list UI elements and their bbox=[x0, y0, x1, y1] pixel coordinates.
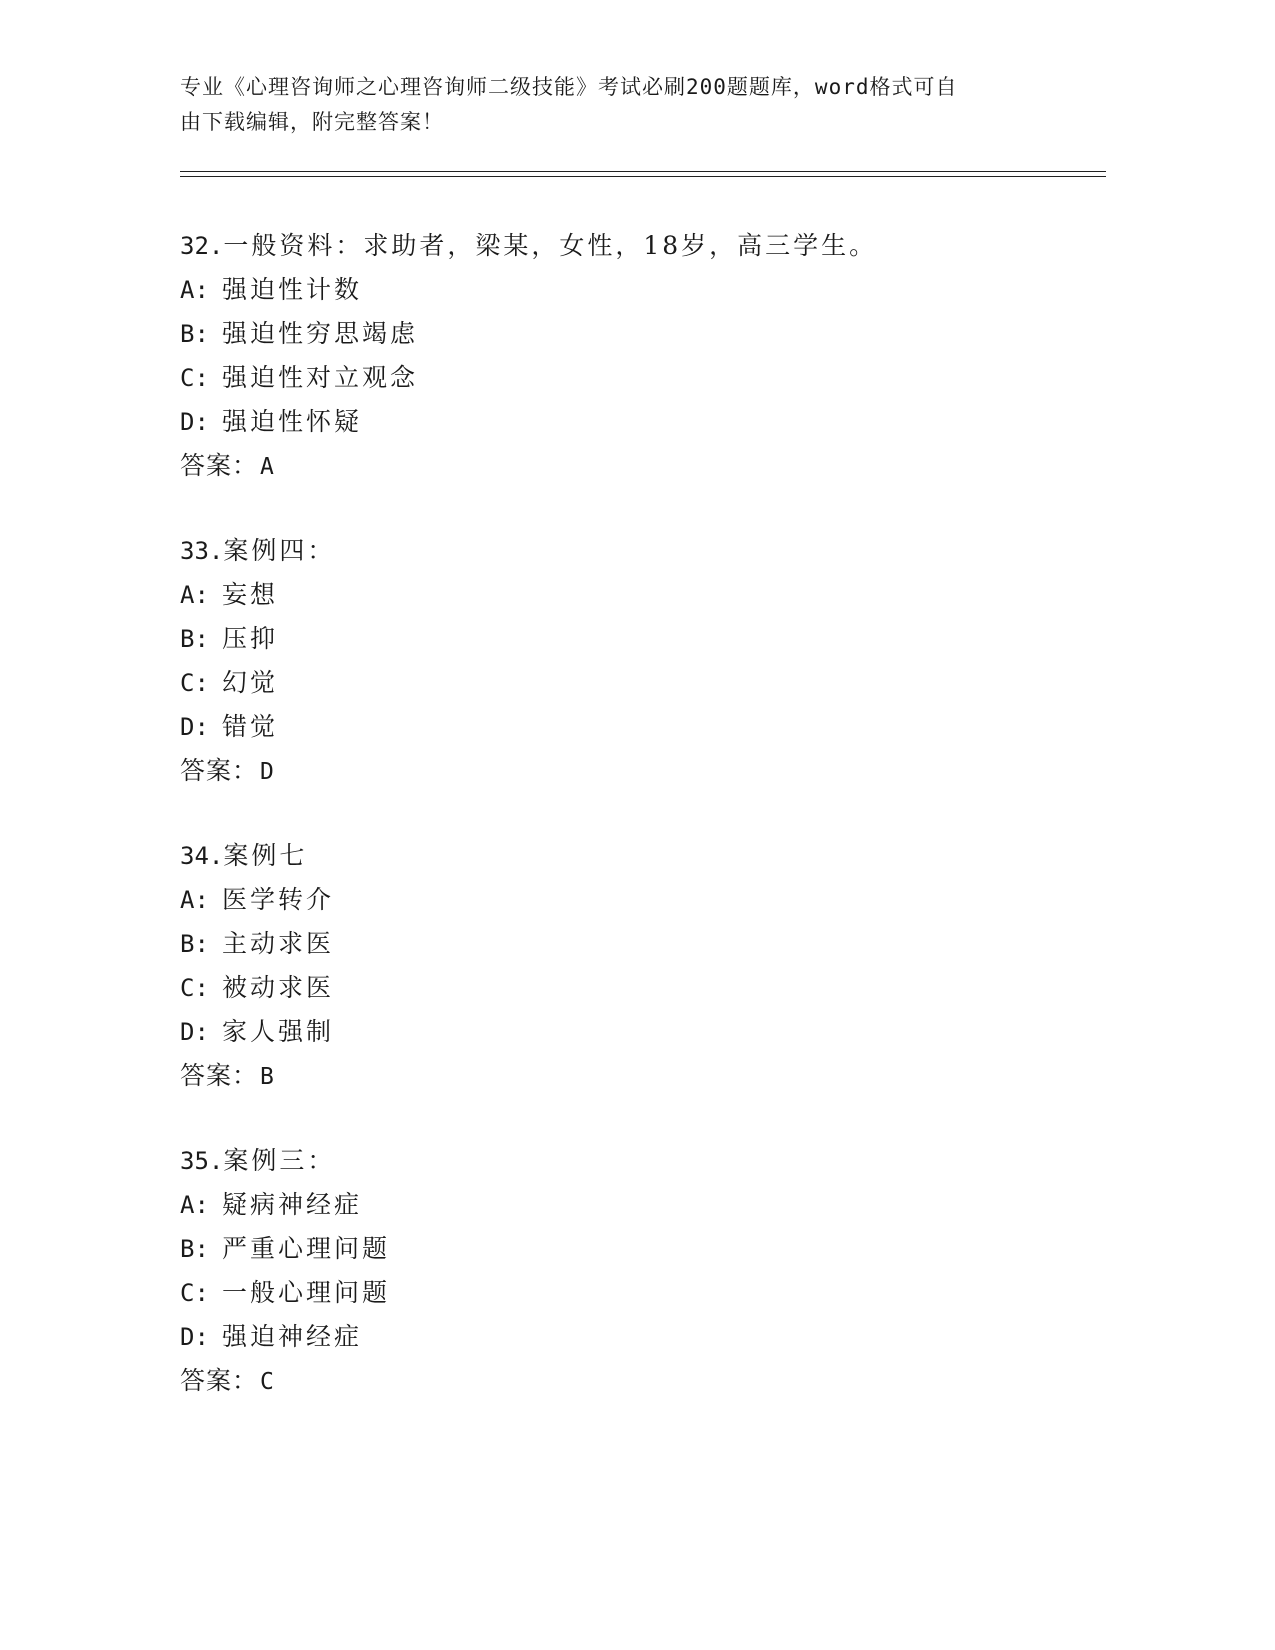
option-c bbox=[180, 1271, 1080, 1315]
option-letter: C: bbox=[180, 1279, 209, 1307]
option-text: 强迫性怀疑 bbox=[222, 407, 363, 436]
option-text: 幻觉 bbox=[222, 668, 279, 697]
option-a bbox=[180, 1183, 1080, 1227]
question-stem bbox=[180, 224, 1080, 268]
option-d bbox=[180, 1315, 1080, 1359]
option-a bbox=[180, 268, 1080, 312]
option-text: 疑病神经症 bbox=[222, 1190, 363, 1219]
answer-value: A bbox=[260, 454, 275, 480]
question-stem bbox=[180, 834, 1080, 878]
answer-value: D bbox=[260, 759, 275, 785]
option-b bbox=[180, 617, 1080, 661]
option-text: 强迫性计数 bbox=[222, 275, 363, 304]
option-letter: D: bbox=[180, 1323, 209, 1351]
option-letter: C: bbox=[180, 974, 209, 1002]
question-number: 35. bbox=[180, 1147, 224, 1175]
question-number: 34. bbox=[180, 842, 224, 870]
option-text: 家人强制 bbox=[222, 1017, 335, 1046]
question-text: 案例三： bbox=[223, 1146, 336, 1175]
option-b bbox=[180, 312, 1080, 356]
option-a bbox=[180, 878, 1080, 922]
option-letter: A: bbox=[180, 1191, 209, 1219]
question-block bbox=[180, 529, 1080, 793]
answer-line bbox=[180, 444, 1080, 488]
option-text: 严重心理问题 bbox=[222, 1234, 391, 1263]
option-text: 一般心理问题 bbox=[222, 1278, 391, 1307]
question-text: 案例四： bbox=[223, 536, 336, 565]
option-text: 主动求医 bbox=[222, 929, 335, 958]
question-stem bbox=[180, 1139, 1080, 1183]
option-letter: D: bbox=[180, 408, 209, 436]
question-block bbox=[180, 1139, 1080, 1403]
option-text: 错觉 bbox=[222, 712, 279, 741]
option-letter: B: bbox=[180, 320, 209, 348]
option-letter: B: bbox=[180, 1235, 209, 1263]
option-text: 压抑 bbox=[222, 624, 279, 653]
option-c bbox=[180, 966, 1080, 1010]
document-header bbox=[180, 70, 1040, 140]
option-c bbox=[180, 661, 1080, 705]
answer-value: C bbox=[260, 1369, 275, 1395]
header-line-2: 由下载编辑，附完整答案！ bbox=[180, 110, 444, 134]
option-letter: A: bbox=[180, 886, 209, 914]
header-divider-top bbox=[180, 171, 1106, 172]
option-text: 强迫神经症 bbox=[222, 1322, 363, 1351]
option-text: 妄想 bbox=[222, 580, 279, 609]
option-letter: C: bbox=[180, 364, 209, 392]
option-d bbox=[180, 400, 1080, 444]
answer-line bbox=[180, 1054, 1080, 1098]
option-a bbox=[180, 573, 1080, 617]
question-stem bbox=[180, 529, 1080, 573]
option-letter: A: bbox=[180, 276, 209, 304]
answer-line bbox=[180, 1359, 1080, 1403]
answer-label: 答案： bbox=[180, 451, 259, 480]
option-b bbox=[180, 1227, 1080, 1271]
option-letter: B: bbox=[180, 930, 209, 958]
option-text: 强迫性穷思竭虑 bbox=[222, 319, 419, 348]
answer-label: 答案： bbox=[180, 1366, 259, 1395]
option-letter: C: bbox=[180, 669, 209, 697]
header-divider-bottom bbox=[180, 176, 1106, 177]
answer-line bbox=[180, 749, 1080, 793]
option-text: 被动求医 bbox=[222, 973, 335, 1002]
question-number: 32. bbox=[180, 232, 224, 260]
question-block bbox=[180, 224, 1080, 488]
option-letter: D: bbox=[180, 1018, 209, 1046]
option-letter: B: bbox=[180, 625, 209, 653]
header-line-1: 专业《心理咨询师之心理咨询师二级技能》考试必刷200题题库，word格式可自 bbox=[180, 75, 958, 99]
option-text: 强迫性对立观念 bbox=[222, 363, 419, 392]
option-d bbox=[180, 705, 1080, 749]
option-letter: A: bbox=[180, 581, 209, 609]
option-b bbox=[180, 922, 1080, 966]
question-number: 33. bbox=[180, 537, 224, 565]
question-text: 案例七 bbox=[223, 841, 308, 870]
answer-label: 答案： bbox=[180, 1061, 259, 1090]
answer-value: B bbox=[260, 1064, 275, 1090]
option-letter: D: bbox=[180, 713, 209, 741]
question-block bbox=[180, 834, 1080, 1098]
answer-label: 答案： bbox=[180, 756, 259, 785]
option-d bbox=[180, 1010, 1080, 1054]
option-c bbox=[180, 356, 1080, 400]
question-text: 一般资料：求助者，梁某，女性，18岁，高三学生。 bbox=[223, 231, 878, 260]
option-text: 医学转介 bbox=[222, 885, 335, 914]
